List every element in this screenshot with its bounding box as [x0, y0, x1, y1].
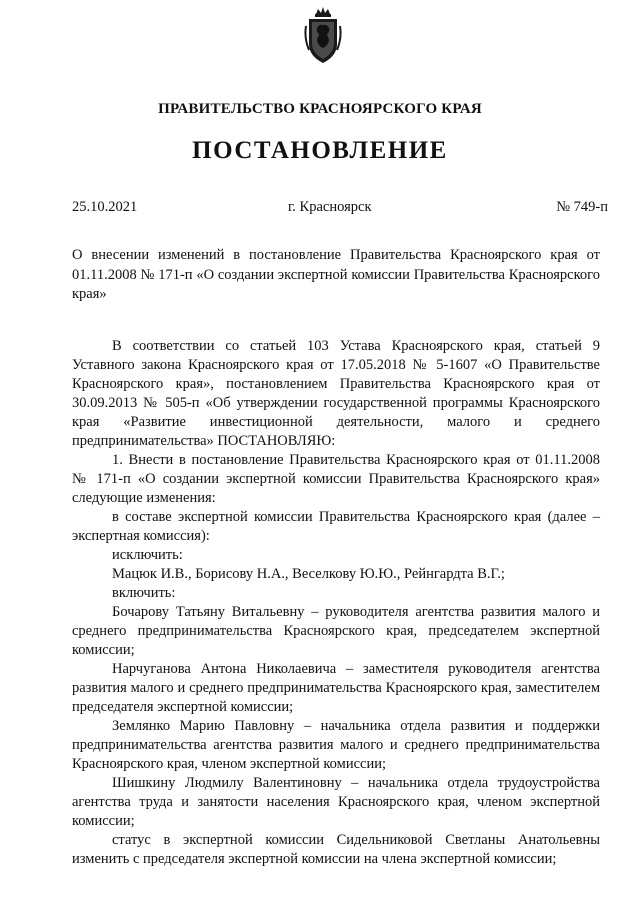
paragraph: Бочарову Татьяну Витальевну – руководителя агентства развития малого и среднего предпринимательства Красноярского края, председателем экспертной комиссии;: [72, 604, 600, 658]
paragraph: 1. Внести в постановление Правительства Красноярского края от 01.11.2008 № 171-п «О создании экспертной комиссии Правительства Красноярского края» следующие изменения:: [72, 452, 600, 506]
document-body: [72, 337, 600, 869]
paragraph: Шишкину Людмилу Валентиновну – начальника отдела трудоустройства агентства труда и занятости населения Красноярского края, членом экспертной комиссии;: [72, 775, 600, 829]
document-number: № 749-п: [556, 199, 608, 215]
paragraph: статус в экспертной комиссии Сидельниковой Светланы Анатольевны изменить с председателя экспертной комиссии на члена экспертной комиссии;: [72, 832, 600, 867]
document-title: О внесении изменений в постановление Правительства Красноярского края от 01.11.2008 № 171-п «О создании экспертной комиссии Правительства Красноярского края»: [72, 247, 600, 302]
government-name: ПРАВИТЕЛЬСТВО КРАСНОЯРСКОГО КРАЯ: [158, 101, 482, 117]
paragraph: Нарчуганова Антона Николаевича – заместителя руководителя агентства развития малого и среднего предпринимательства Красноярского края, заместителем председателя экспертной комиссии;: [72, 661, 600, 715]
paragraph: в составе экспертной комиссии Правительства Красноярского края (далее – экспертная комиссия):: [72, 509, 600, 544]
coat-of-arms-icon: [303, 6, 343, 66]
document-date: 25.10.2021: [72, 199, 138, 215]
paragraph: исключить:: [112, 547, 183, 563]
paragraph: В соответствии со статьей 103 Устава Красноярского края, статьей 9 Уставного закона Красноярского края от 17.05.2018 № 5-1607 «О Правительстве Красноярского края», постановлением Правительства Красноярского края от 30.09.2013 № 505-п «Об утверждении государственной программы Красноярского края «Развитие инвестиционной деятельности, малого и среднего предпринимательства» ПОСТАНОВЛЯЮ:: [72, 338, 600, 449]
document-meta: [72, 199, 608, 219]
paragraph: включить:: [112, 585, 176, 601]
document-type: ПОСТАНОВЛЕНИЕ: [192, 137, 448, 164]
paragraph: Мацюк И.В., Борисову Н.А., Веселкову Ю.Ю., Рейнгардта В.Г.;: [112, 566, 505, 582]
document-city: г. Красноярск: [288, 199, 372, 215]
paragraph: Землянко Марию Павловну – начальника отдела развития и поддержки предпринимательства агентства развития малого и среднего предпринимательства Красноярского края, членом экспертной комиссии;: [72, 718, 600, 772]
